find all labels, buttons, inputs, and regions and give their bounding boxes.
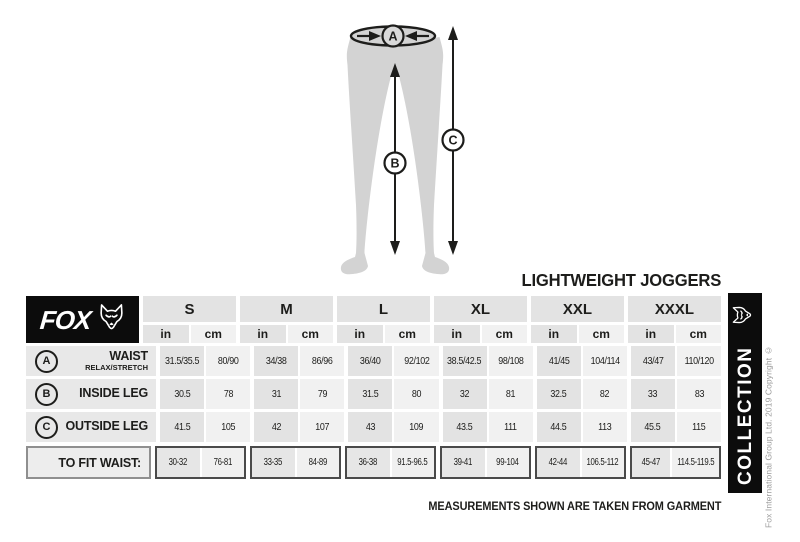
size-column-group (240, 296, 333, 343)
page-title: LIGHTWEIGHT JOGGERS (521, 270, 721, 290)
value-group (443, 346, 533, 376)
value-text: 30.5 (174, 388, 191, 400)
value-text: 109 (409, 421, 424, 433)
size-chart-table (26, 296, 721, 479)
fit-value-text: 106.5-112 (586, 457, 619, 468)
size-header: XXL (531, 296, 624, 322)
unit-header: cm (579, 325, 625, 343)
value-cell (300, 412, 344, 442)
joggers-measurement-diagram (327, 5, 487, 290)
size-header: XXXL (628, 296, 721, 322)
value-cell (206, 379, 250, 409)
fit-value-text: 30-32 (169, 457, 188, 468)
measure-letter-badge: A (35, 350, 58, 373)
value-group (254, 379, 344, 409)
value-text: 81 (506, 388, 516, 400)
measurement-footnote: MEASUREMENTS SHOWN ARE TAKEN FROM GARMENT (428, 501, 721, 513)
unit-header: in (628, 325, 674, 343)
fit-value-cell (442, 448, 485, 477)
unit-header-row (143, 325, 236, 343)
fit-value-text: 42-44 (549, 457, 568, 468)
value-text: 83 (694, 388, 704, 400)
value-cell (489, 346, 533, 376)
value-cell (443, 346, 487, 376)
value-text: 31.5 (362, 388, 379, 400)
value-group (537, 346, 627, 376)
value-cell (394, 379, 438, 409)
value-text: 98/108 (498, 355, 524, 367)
unit-header: in (240, 325, 286, 343)
unit-header-row (531, 325, 624, 343)
size-header: XL (434, 296, 527, 322)
copyright-text: Fox International Group Ltd. 2019 Copyright © (763, 345, 774, 528)
value-text: 31.5/35.5 (164, 355, 200, 367)
unit-header-row (434, 325, 527, 343)
value-group (537, 412, 627, 442)
value-group (160, 412, 250, 442)
value-text: 105 (221, 421, 236, 433)
row-label (26, 379, 156, 409)
value-text: 32.5 (550, 388, 567, 400)
value-text: 45.5 (644, 421, 661, 433)
value-cell (537, 412, 581, 442)
value-cell (583, 346, 627, 376)
value-cell (583, 379, 627, 409)
row-label (26, 346, 156, 376)
table-header-row (26, 296, 721, 343)
size-header: M (240, 296, 333, 322)
value-cell (348, 412, 392, 442)
value-cell (300, 346, 344, 376)
fox-head-icon (732, 305, 758, 325)
value-cell (300, 379, 344, 409)
table-row (26, 379, 721, 409)
value-cell (206, 412, 250, 442)
value-group (348, 379, 438, 409)
value-text: 111 (504, 421, 517, 433)
size-header: S (143, 296, 236, 322)
value-text: 107 (315, 421, 330, 433)
unit-header: in (531, 325, 577, 343)
value-text: 80/90 (217, 355, 239, 367)
value-text: 41.5 (174, 421, 191, 433)
value-group (537, 379, 627, 409)
fit-value-cell (252, 448, 295, 477)
value-cell (537, 346, 581, 376)
value-group (160, 379, 250, 409)
size-column-group (143, 296, 236, 343)
row-label-main: WAIST (109, 348, 148, 363)
row-label (26, 412, 156, 442)
unit-header: in (143, 325, 189, 343)
value-cell (677, 346, 721, 376)
unit-header: cm (191, 325, 237, 343)
value-text: 38.5/42.5 (447, 355, 482, 367)
fit-value-text: 114.5-119.5 (676, 457, 714, 468)
size-column-group (434, 296, 527, 343)
fit-value-cell (537, 448, 580, 477)
value-cell (160, 379, 204, 409)
value-cell (443, 412, 487, 442)
value-cell (677, 379, 721, 409)
fit-value-cell (672, 448, 720, 477)
row-label-main: OUTSIDE LEG (65, 419, 148, 434)
value-text: 43 (365, 421, 376, 433)
fit-value-group (630, 446, 721, 479)
fit-value-text: 45-47 (641, 457, 660, 468)
unit-header-row (337, 325, 430, 343)
collection-label: COLLECTION (734, 346, 756, 485)
unit-header: cm (288, 325, 334, 343)
waist-letter: A (388, 29, 398, 44)
value-text: 34/38 (265, 355, 287, 367)
value-text: 36/40 (360, 355, 381, 367)
value-cell (254, 412, 298, 442)
fit-value-cell (632, 448, 670, 477)
row-label-text (79, 387, 148, 400)
inside-leg-letter: B (390, 156, 400, 171)
value-cell (254, 346, 298, 376)
value-cell (489, 379, 533, 409)
value-cell (254, 379, 298, 409)
fit-value-text: 91.5-96.5 (397, 457, 428, 468)
fox-logo (26, 296, 139, 343)
fit-row (26, 446, 721, 479)
collection-bar (728, 293, 762, 493)
value-text: 86/96 (311, 355, 333, 367)
size-column-group (628, 296, 721, 343)
fit-value-text: 33-35 (264, 457, 283, 468)
value-group (254, 346, 344, 376)
value-text: 31 (271, 388, 281, 400)
fit-value-text: 76-81 (213, 457, 232, 468)
fit-value-cell (347, 448, 390, 477)
outside-leg-letter: C (448, 133, 458, 148)
value-group (348, 346, 438, 376)
value-group (631, 346, 721, 376)
fit-row-label: TO FIT WAIST: (26, 446, 151, 479)
value-cell (583, 412, 627, 442)
size-header: L (337, 296, 430, 322)
value-text: 115 (692, 421, 706, 433)
value-cell (443, 379, 487, 409)
value-cell (160, 412, 204, 442)
fit-value-text: 36-38 (359, 457, 378, 468)
fox-logo-text: FOX (38, 304, 93, 335)
value-cell (206, 346, 250, 376)
value-group (443, 379, 533, 409)
value-cell (394, 346, 438, 376)
table-row (26, 412, 721, 442)
value-text: 79 (317, 388, 327, 400)
value-group (348, 412, 438, 442)
table-row (26, 346, 721, 376)
value-cell (631, 412, 675, 442)
size-column-group (531, 296, 624, 343)
measure-letter-badge: B (35, 383, 58, 406)
row-label-sub: RELAX/STRETCH (85, 362, 148, 372)
value-cell (160, 346, 204, 376)
fit-value-text: 99-104 (496, 457, 519, 468)
value-text: 82 (600, 388, 610, 400)
value-text: 42 (271, 421, 281, 433)
value-text: 43/47 (642, 355, 664, 367)
unit-header-row (240, 325, 333, 343)
fox-head-icon (98, 303, 125, 337)
value-text: 104/114 (590, 355, 620, 367)
unit-header-row (628, 325, 721, 343)
value-text: 78 (223, 388, 233, 400)
unit-header: cm (385, 325, 431, 343)
unit-header: cm (676, 325, 722, 343)
value-group (631, 412, 721, 442)
fit-value-cell (157, 448, 200, 477)
fit-value-text: 39-41 (454, 457, 473, 468)
value-cell (677, 412, 721, 442)
fit-value-group (155, 446, 246, 479)
fit-value-cell (487, 448, 530, 477)
value-text: 44.5 (550, 421, 567, 433)
value-cell (489, 412, 533, 442)
value-text: 33 (648, 388, 658, 400)
value-cell (537, 379, 581, 409)
fit-value-group (440, 446, 531, 479)
value-cell (348, 346, 392, 376)
value-text: 92/102 (403, 355, 430, 367)
fit-value-cell (202, 448, 245, 477)
value-text: 80 (411, 388, 422, 400)
value-text: 32 (459, 388, 470, 400)
value-group (254, 412, 344, 442)
value-group (160, 346, 250, 376)
value-group (631, 379, 721, 409)
row-label-text (85, 350, 148, 372)
measure-letter-badge: C (35, 416, 58, 439)
value-text: 110/120 (684, 355, 714, 367)
value-group (443, 412, 533, 442)
value-text: 43.5 (456, 421, 473, 433)
size-column-group (337, 296, 430, 343)
fit-value-cell (297, 448, 340, 477)
unit-header: in (337, 325, 383, 343)
value-cell (394, 412, 438, 442)
fit-value-group (535, 446, 626, 479)
fit-value-cell (392, 448, 435, 477)
value-cell (631, 346, 675, 376)
value-text: 41/45 (548, 355, 570, 367)
fit-value-group (250, 446, 341, 479)
value-cell (631, 379, 675, 409)
value-cell (348, 379, 392, 409)
row-label-main: INSIDE LEG (79, 386, 148, 401)
value-text: 113 (598, 421, 612, 433)
unit-header: in (434, 325, 480, 343)
fit-value-text: 84-89 (308, 457, 327, 468)
fit-value-cell (582, 448, 625, 477)
fit-value-group (345, 446, 436, 479)
row-label-text (65, 420, 148, 433)
unit-header: cm (482, 325, 528, 343)
